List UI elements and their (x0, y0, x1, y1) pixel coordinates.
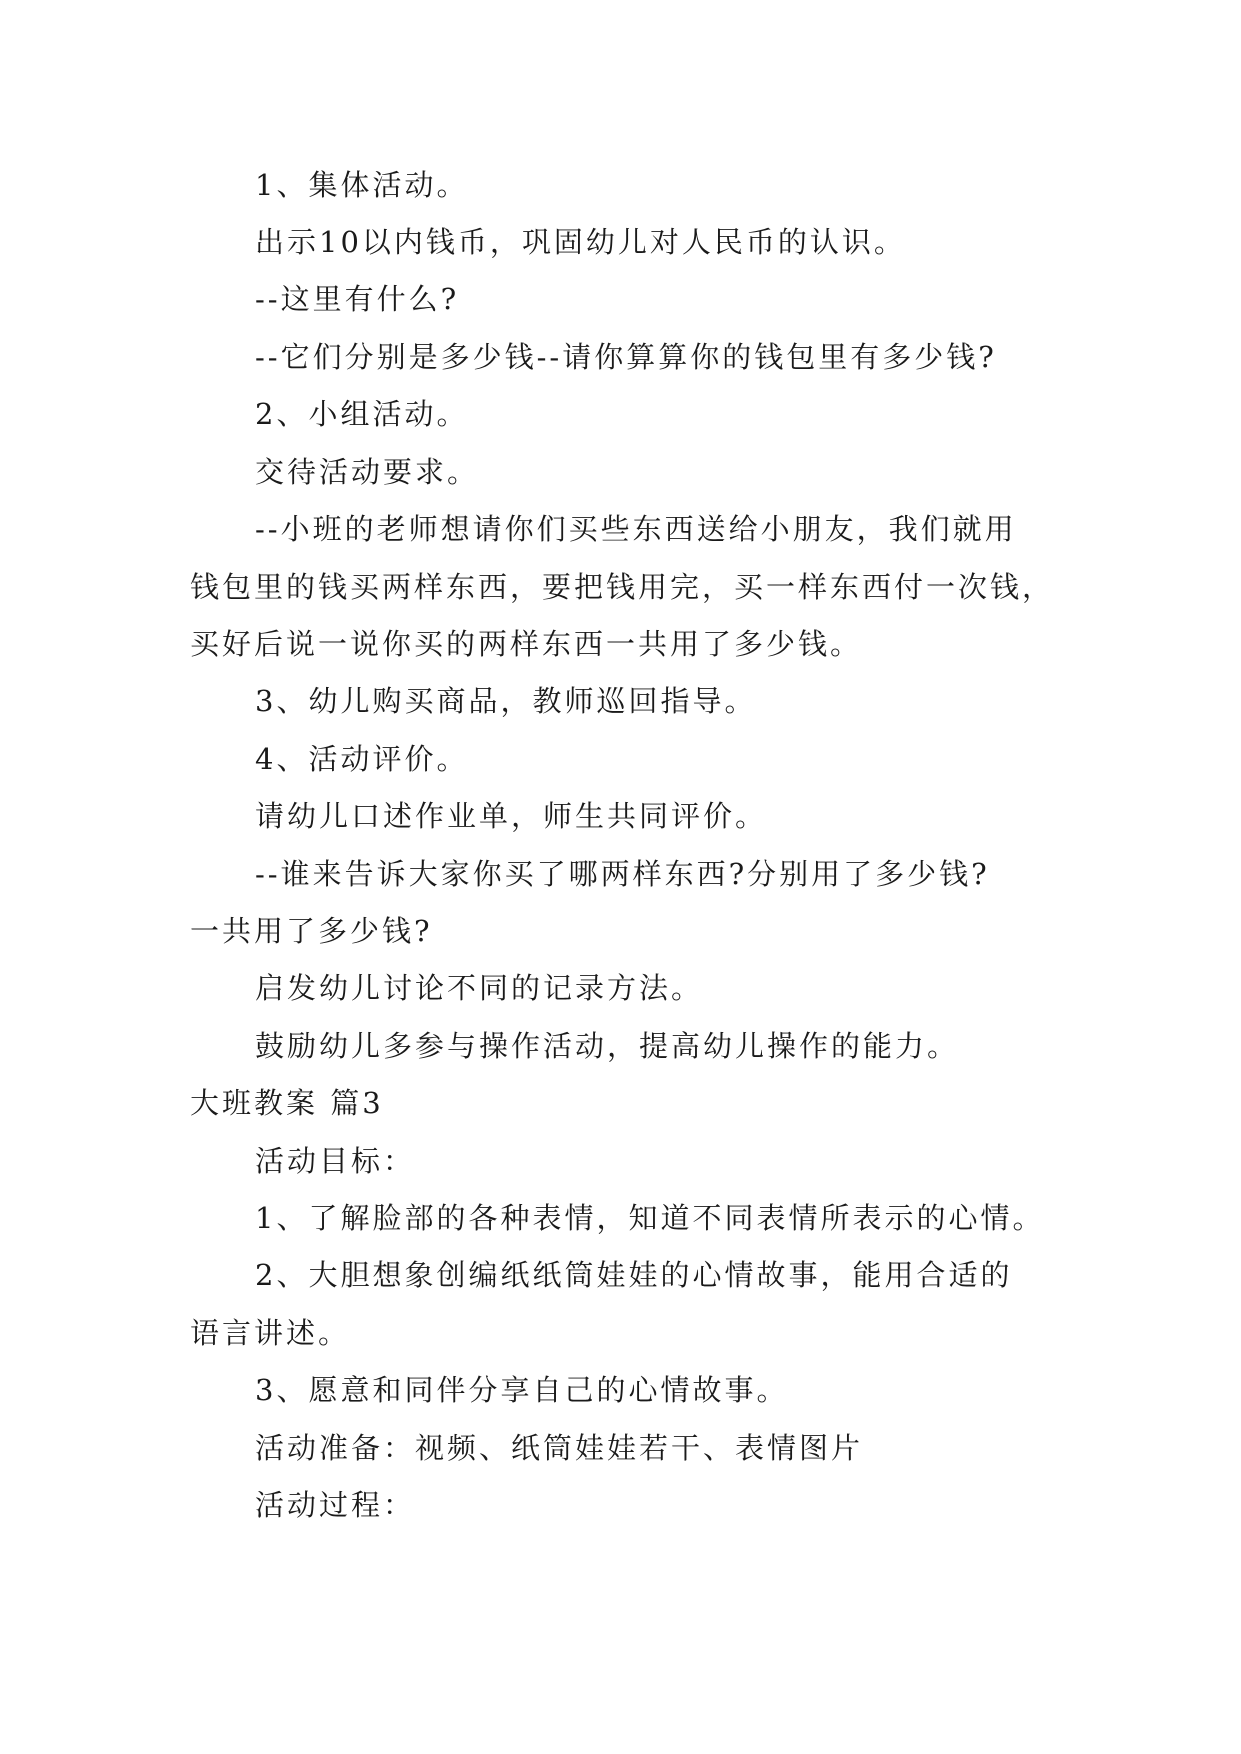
section-heading: 大班教案 篇3 (190, 1086, 384, 1120)
paragraph-line: 出示10以内钱币，巩固幼儿对人民币的认识。 (255, 225, 906, 259)
paragraph-line: --小班的老师想请你们买些东西送给小朋友，我们就用 (255, 512, 1017, 546)
paragraph-line: 语言讲述。 (190, 1316, 351, 1350)
paragraph-line: --谁来告诉大家你买了哪两样东西?分别用了多少钱? (255, 857, 990, 891)
paragraph-line: 买好后说一说你买的两样东西一共用了多少钱。 (190, 627, 863, 661)
paragraph-line: 3、幼儿购买商品，教师巡回指导。 (255, 684, 757, 718)
paragraph-line: 4、活动评价。 (255, 742, 469, 776)
paragraph-line: 活动准备：视频、纸筒娃娃若干、表情图片 (255, 1431, 864, 1465)
paragraph-line: 启发幼儿讨论不同的记录方法。 (255, 971, 704, 1005)
paragraph-line: 一共用了多少钱? (190, 914, 433, 948)
paragraph-line: --这里有什么? (255, 282, 460, 316)
paragraph-line: 1、了解脸部的各种表情，知道不同表情所表示的心情。 (255, 1201, 1045, 1235)
paragraph-line: 1、集体活动。 (255, 168, 469, 202)
paragraph-line: --它们分别是多少钱--请你算算你的钱包里有多少钱? (255, 340, 997, 374)
paragraph-line: 2、大胆想象创编纸纸筒娃娃的心情故事，能用合适的 (255, 1258, 1013, 1292)
paragraph-line: 活动目标： (255, 1144, 416, 1178)
paragraph-line: 钱包里的钱买两样东西，要把钱用完，买一样东西付一次钱， (190, 570, 1055, 604)
paragraph-line: 交待活动要求。 (255, 455, 480, 489)
paragraph-line: 2、小组活动。 (255, 397, 469, 431)
paragraph-line: 鼓励幼儿多参与操作活动，提高幼儿操作的能力。 (255, 1029, 960, 1063)
paragraph-line: 3、愿意和同伴分享自己的心情故事。 (255, 1373, 789, 1407)
paragraph-line: 请幼儿口述作业单，师生共同评价。 (255, 799, 768, 833)
paragraph-line: 活动过程： (255, 1488, 416, 1522)
